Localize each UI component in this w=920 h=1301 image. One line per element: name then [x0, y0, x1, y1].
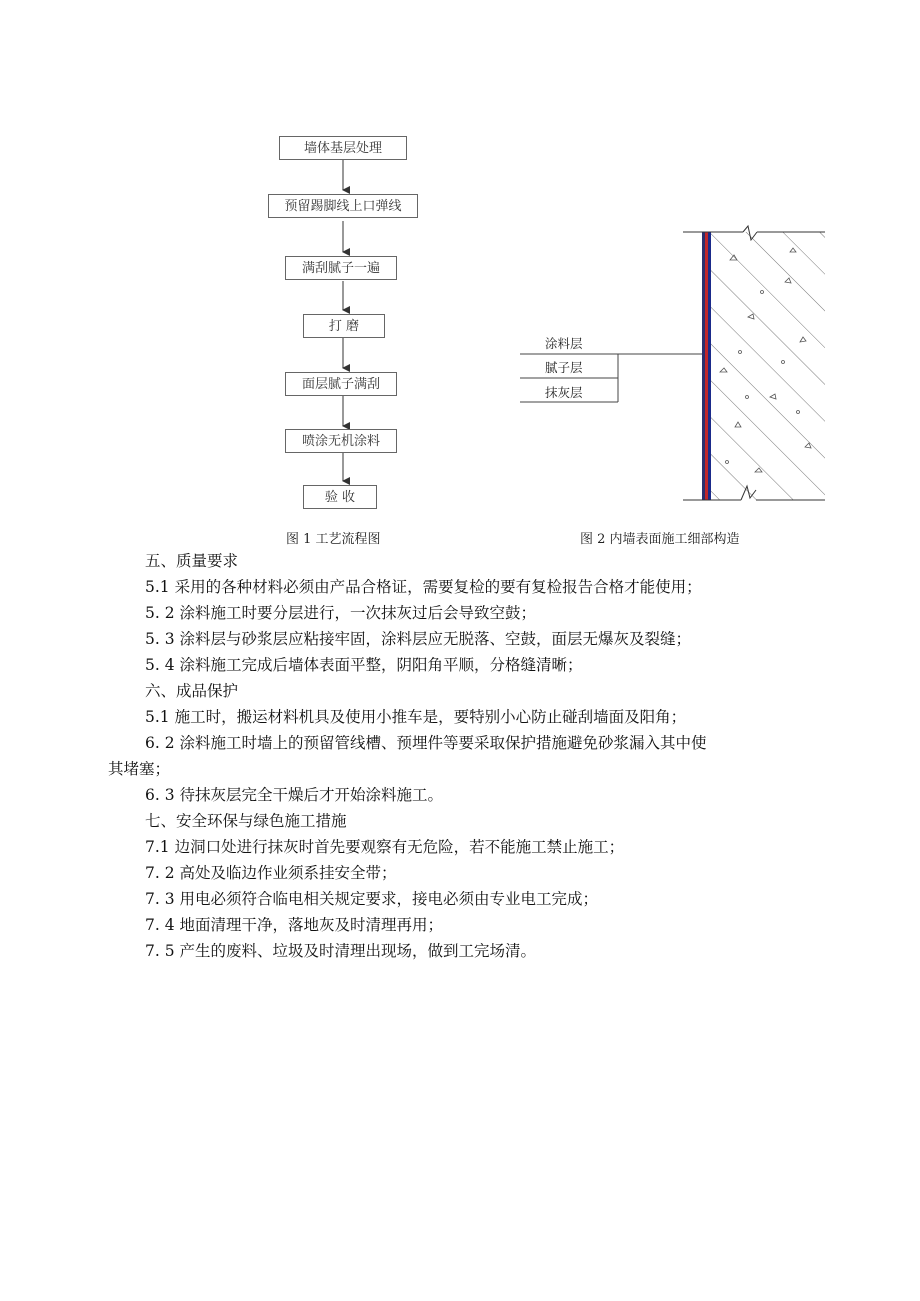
- list-item: 5.1 采用的各种材料必须由产品合格证，需要复检的要有复检报告合格才能使用；: [145, 578, 702, 596]
- list-item: 7. 5 产生的废料、垃圾及时清理出现场，做到工完场清。: [145, 942, 537, 960]
- list-item: 5.1 施工时，搬运材料机具及使用小推车是，要特别小心防止碰刮墙面及阳角；: [145, 708, 687, 726]
- list-item: 其堵塞；: [108, 760, 171, 778]
- section-heading: 六、成品保护: [145, 682, 239, 700]
- layer-label: 腻子层: [545, 360, 583, 375]
- flow-step: 面层腻子满刮: [285, 372, 397, 396]
- flow-step: 满刮腻子一遍: [285, 256, 397, 280]
- list-item: 6. 3 待抹灰层完全干燥后才开始涂料施工。: [145, 786, 444, 804]
- process-flowchart: [262, 128, 432, 513]
- flow-step: 预留踢脚线上口弹线: [268, 194, 418, 218]
- wall-section-svg: [515, 222, 830, 502]
- list-item: 7. 3 用电必须符合临电相关规定要求，接电必须由专业电工完成；: [145, 890, 599, 908]
- layer-label: 涂料层: [545, 336, 583, 351]
- plaster-layer: [708, 232, 711, 500]
- list-item: 6. 2 涂料施工时墙上的预留管线槽、预埋件等要采取保护措施避免砂浆漏入其中使: [145, 734, 707, 752]
- flow-step: 打 磨: [303, 314, 385, 338]
- list-item: 7. 2 高处及临边作业须系挂安全带；: [145, 864, 397, 882]
- wall-section-diagram: [515, 222, 830, 502]
- flow-step: 喷涂无机涂料: [285, 429, 397, 453]
- putty-layer: [705, 232, 708, 500]
- section-heading: 七、安全环保与绿色施工措施: [145, 812, 347, 830]
- flow-step: 墙体基层处理: [279, 136, 407, 160]
- masonry-hatch: [711, 232, 825, 500]
- list-item: 7.1 边洞口处进行抹灰时首先要观察有无危险，若不能施工禁止施工；: [145, 838, 625, 856]
- section-heading: 五、质量要求: [145, 552, 239, 570]
- list-item: 5. 3 涂料层与砂浆层应粘接牢固，涂料层应无脱落、空鼓，面层无爆灰及裂缝；: [145, 630, 692, 648]
- coating-layer: [702, 232, 705, 500]
- list-item: 5. 2 涂料施工时要分层进行，一次抹灰过后会导致空鼓；: [145, 604, 537, 622]
- list-item: 7. 4 地面清理干净，落地灰及时清理再用；: [145, 916, 444, 934]
- layer-label: 抹灰层: [545, 385, 583, 400]
- figure1-caption: 图 1 工艺流程图: [286, 532, 381, 547]
- flow-step: 验 收: [303, 485, 377, 509]
- list-item: 5. 4 涂料施工完成后墙体表面平整，阴阳角平顺，分格缝清晰；: [145, 656, 583, 674]
- figure2-caption: 图 2 内墙表面施工细部构造: [580, 532, 740, 547]
